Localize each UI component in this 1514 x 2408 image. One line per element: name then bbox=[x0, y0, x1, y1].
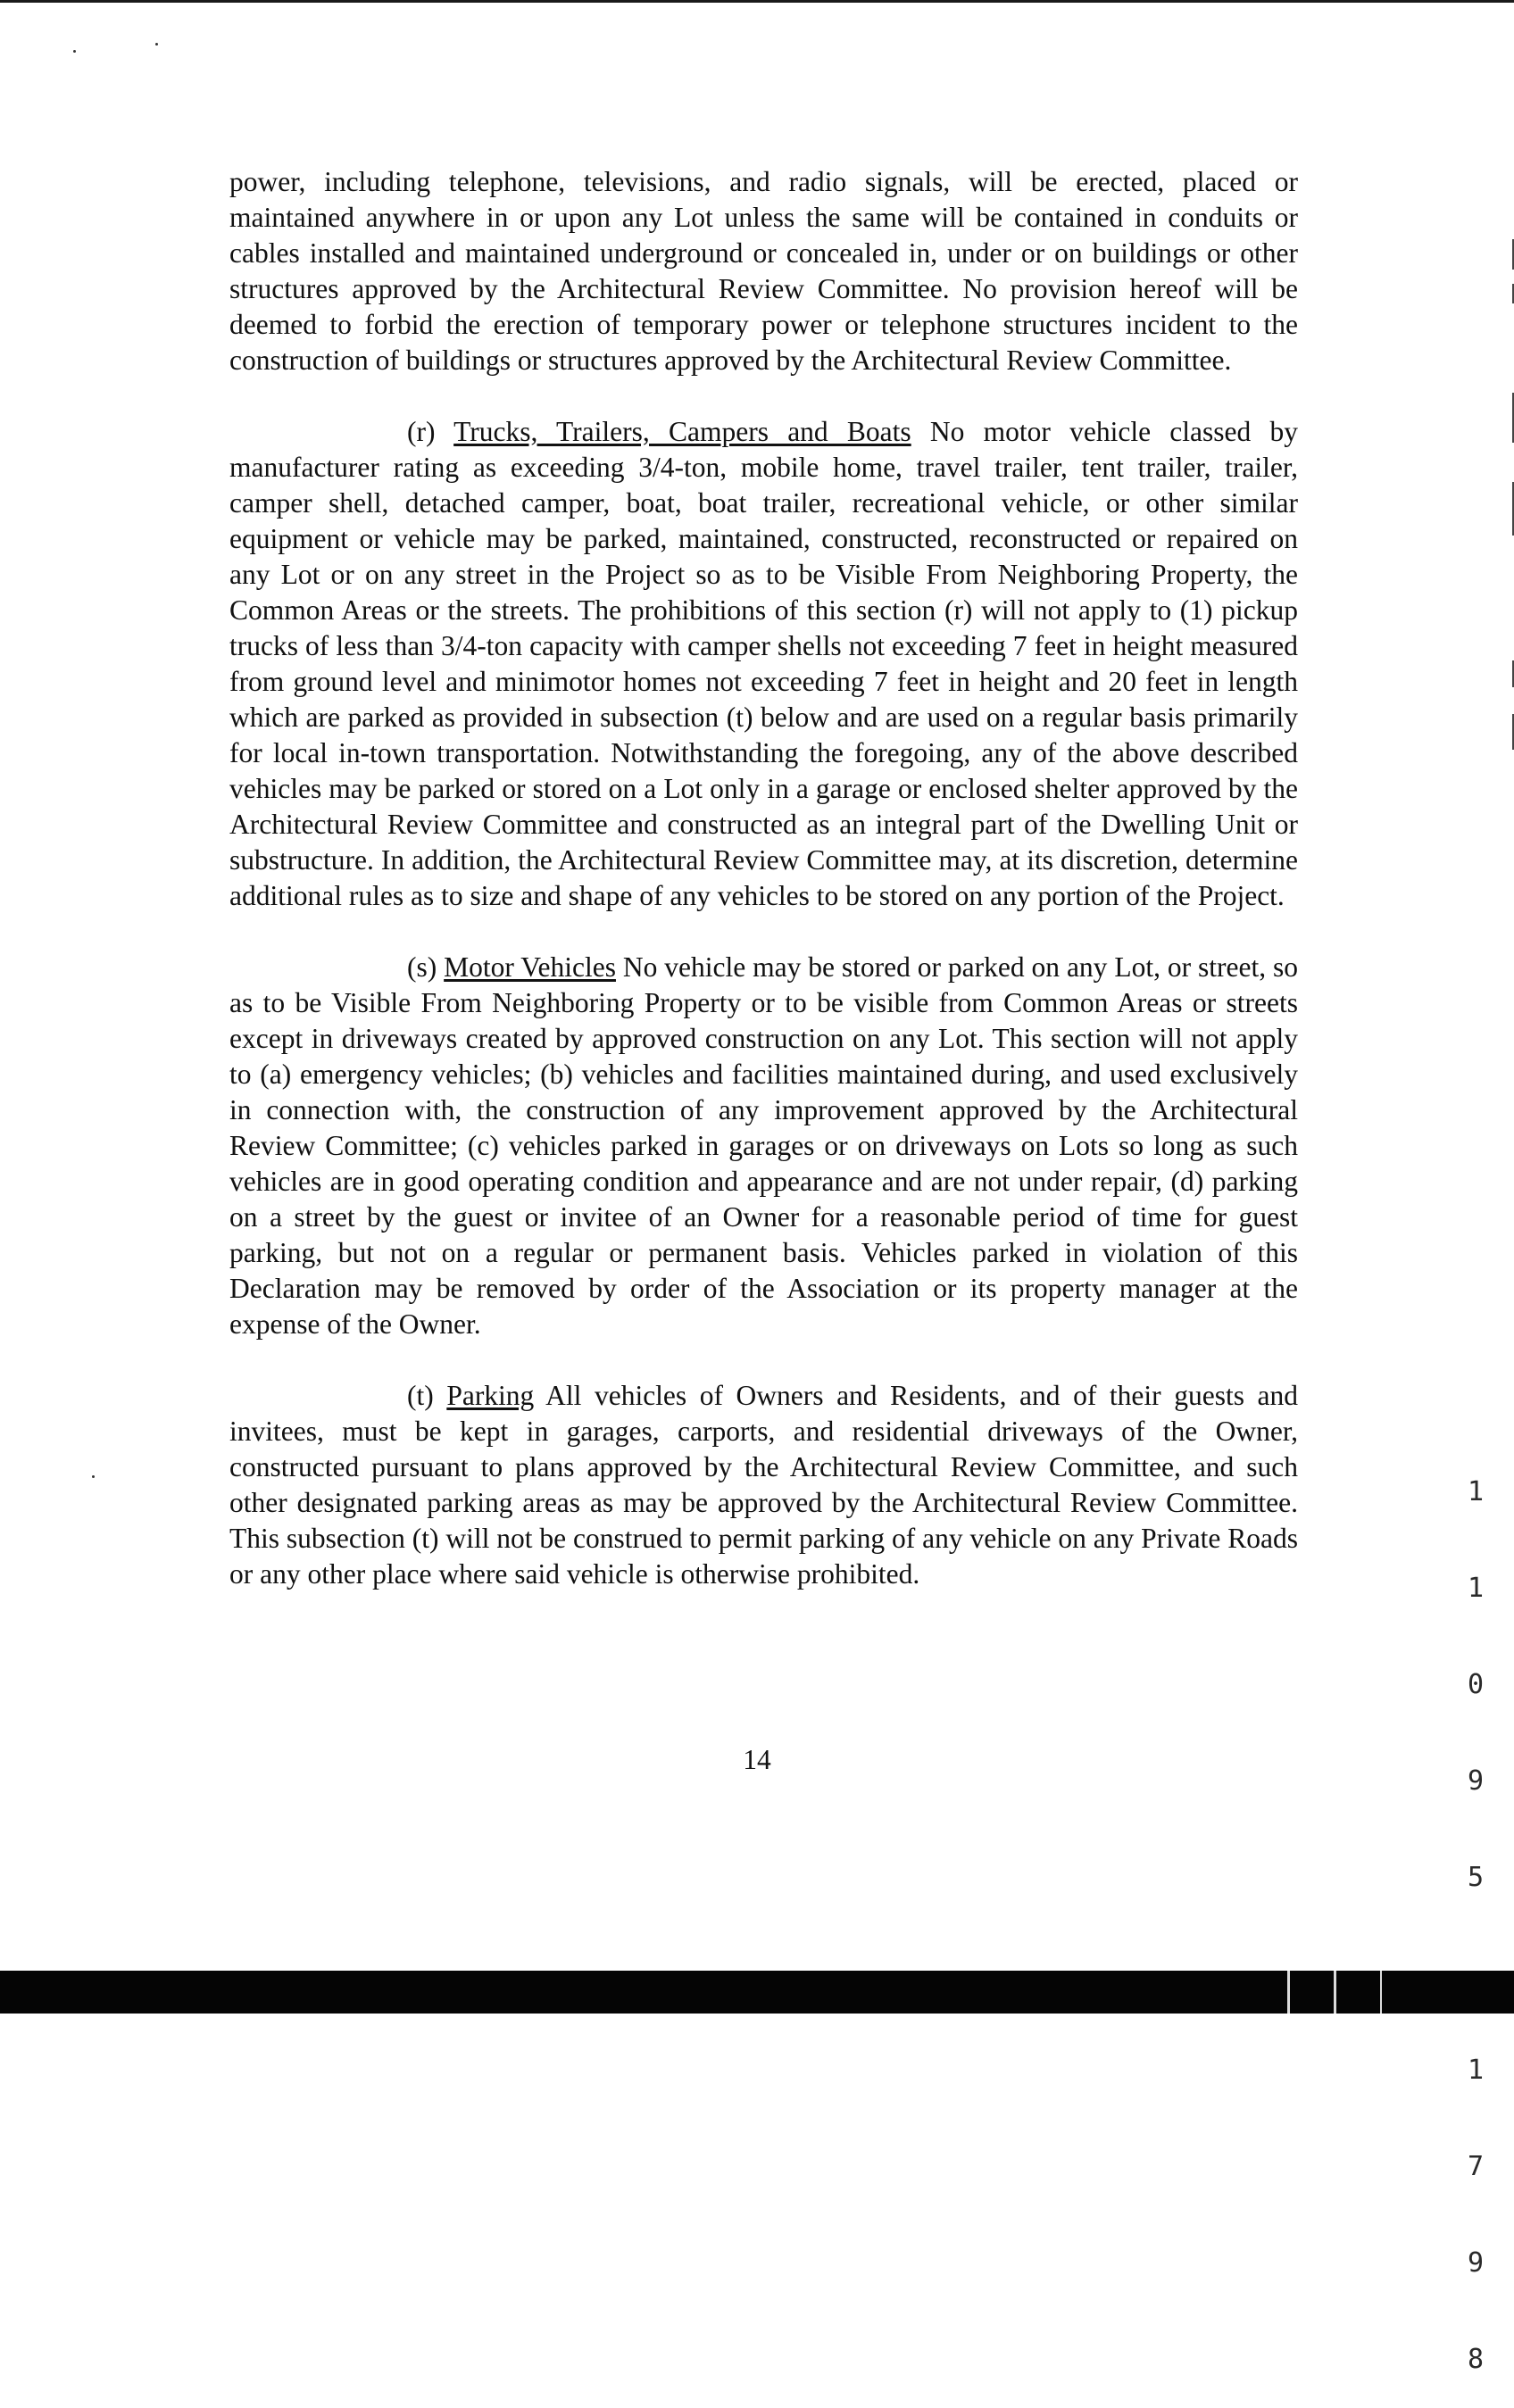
paragraph-text: No motor vehicle classed by manufacturer rating as exceeding 3/4-ton, mobile home, travel trailer, tent trailer, trailer, camper shell, detached camper, boat, boat trailer, recreational vehicle, or other similar equipment or vehicle may be parked, maintained, constructed, reconstructed or repaired on any Lot or on any street in the Project so as to be Visible From Neighboring Property, the Common Areas or the streets. The prohibitions of this section (r) will not apply to (1) pickup trucks of less than 3/4-ton capacity with camper shells not exceeding 7 feet in height measured from ground level and minimotor homes not exceeding 7 feet in height and 20 feet in length which are parked as provided in subsection (t) below and are used on a regular basis primarily for local in-town transportation. Notwithstanding the foregoing, any of the above described vehicles may be parked or stored on a Lot only in a garage or enclosed shelter approved by the Architectural Review Committee and constructed as an integral part of the Dwelling Unit or substructure. In addition, the Architectural Review Committee may, at its discretion, determine additional rules as to size and shape of any vehicles to be stored on any portion of the Project. bbox=[229, 416, 1298, 911]
recording-digit: 5 bbox=[1467, 1862, 1485, 1893]
scan-speck bbox=[73, 50, 76, 53]
recording-digit: 8 bbox=[1467, 2344, 1485, 2375]
recording-digit: 0 bbox=[1467, 1669, 1485, 1700]
scan-speck bbox=[92, 1475, 95, 1478]
scan-speck bbox=[155, 43, 158, 46]
section-heading: Trucks, Trailers, Campers and Boats bbox=[453, 416, 911, 447]
paragraph-r-trucks-trailers bbox=[229, 414, 1298, 914]
recording-digit: 9 bbox=[1467, 2247, 1485, 2279]
scan-top-edge bbox=[0, 0, 1514, 3]
scan-border-gap bbox=[1380, 1971, 1382, 2014]
paragraph-s-motor-vehicles bbox=[229, 950, 1298, 1342]
paragraph-continuation bbox=[229, 164, 1298, 378]
page-number: 14 bbox=[743, 1744, 771, 1775]
section-heading: Parking bbox=[446, 1380, 535, 1411]
scan-bottom-border bbox=[0, 1971, 1514, 2014]
section-label: (t) bbox=[407, 1380, 447, 1411]
section-heading: Motor Vehicles bbox=[444, 951, 616, 983]
paragraph-t-parking bbox=[229, 1378, 1298, 1592]
recording-digit: 1 bbox=[1467, 1573, 1485, 1604]
recording-number bbox=[1462, 1412, 1489, 2408]
recording-digit: 1 bbox=[1467, 1476, 1485, 1507]
paragraph-text: No vehicle may be stored or parked on any Lot, or street, so as to be Visible From Neighboring Property or to be visible from Common Areas or streets except in driveways created by approved construction on any Lot. This section will not apply to (a) emergency vehicles; (b) vehicles and facilities maintained during, and used exclusively in connection with, the construction of any improvement approved by the Architectural Review Committee; (c) vehicles parked in garages or on driveways on Lots so long as such vehicles are in good operating condition and appearance and are not under repair, (d) parking on a street by the guest or invitee of an Owner for a reasonable period of time for guest parking, but not on a regular or permanent basis. Vehicles parked in violation of this Declaration may be removed by order of the Association or its property manager at the expense of the Owner. bbox=[229, 951, 1298, 1340]
section-label: (s) bbox=[407, 951, 445, 983]
recording-digit: 1 bbox=[1467, 2055, 1485, 2086]
recording-digit: 7 bbox=[1467, 2151, 1485, 2182]
paragraph-text: power, including telephone, televisions, and radio signals, will be erected, placed or maintained anywhere in or upon any Lot unless the same will be contained in conduits or cables installed and maintained underground or concealed in, under or on buildings or other structures approved by the Architectural Review Committee. No provision hereof will be deemed to forbid the erection of temporary power or telephone structures incident to the construction of buildings or structures approved by the Architectural Review Committee. bbox=[229, 166, 1298, 376]
scan-border-gap bbox=[1334, 1971, 1336, 2014]
document-body bbox=[229, 164, 1298, 1628]
scan-border-gap bbox=[1287, 1971, 1290, 2014]
recording-digit: 9 bbox=[1467, 1765, 1485, 1797]
section-label: (r) bbox=[407, 416, 454, 447]
paragraph-text: All vehicles of Owners and Residents, and of their guests and invitees, must be kept in garages, carports, and residential driveways of the Owner, constructed pursuant to plans approved by the Architectural Review Committee, and such other designated parking areas as may be approved by the Architectural Review Committee. This subsection (t) will not be construed to permit parking of any vehicle on any Private Roads or any other place where said vehicle is otherwise prohibited. bbox=[229, 1380, 1299, 1590]
